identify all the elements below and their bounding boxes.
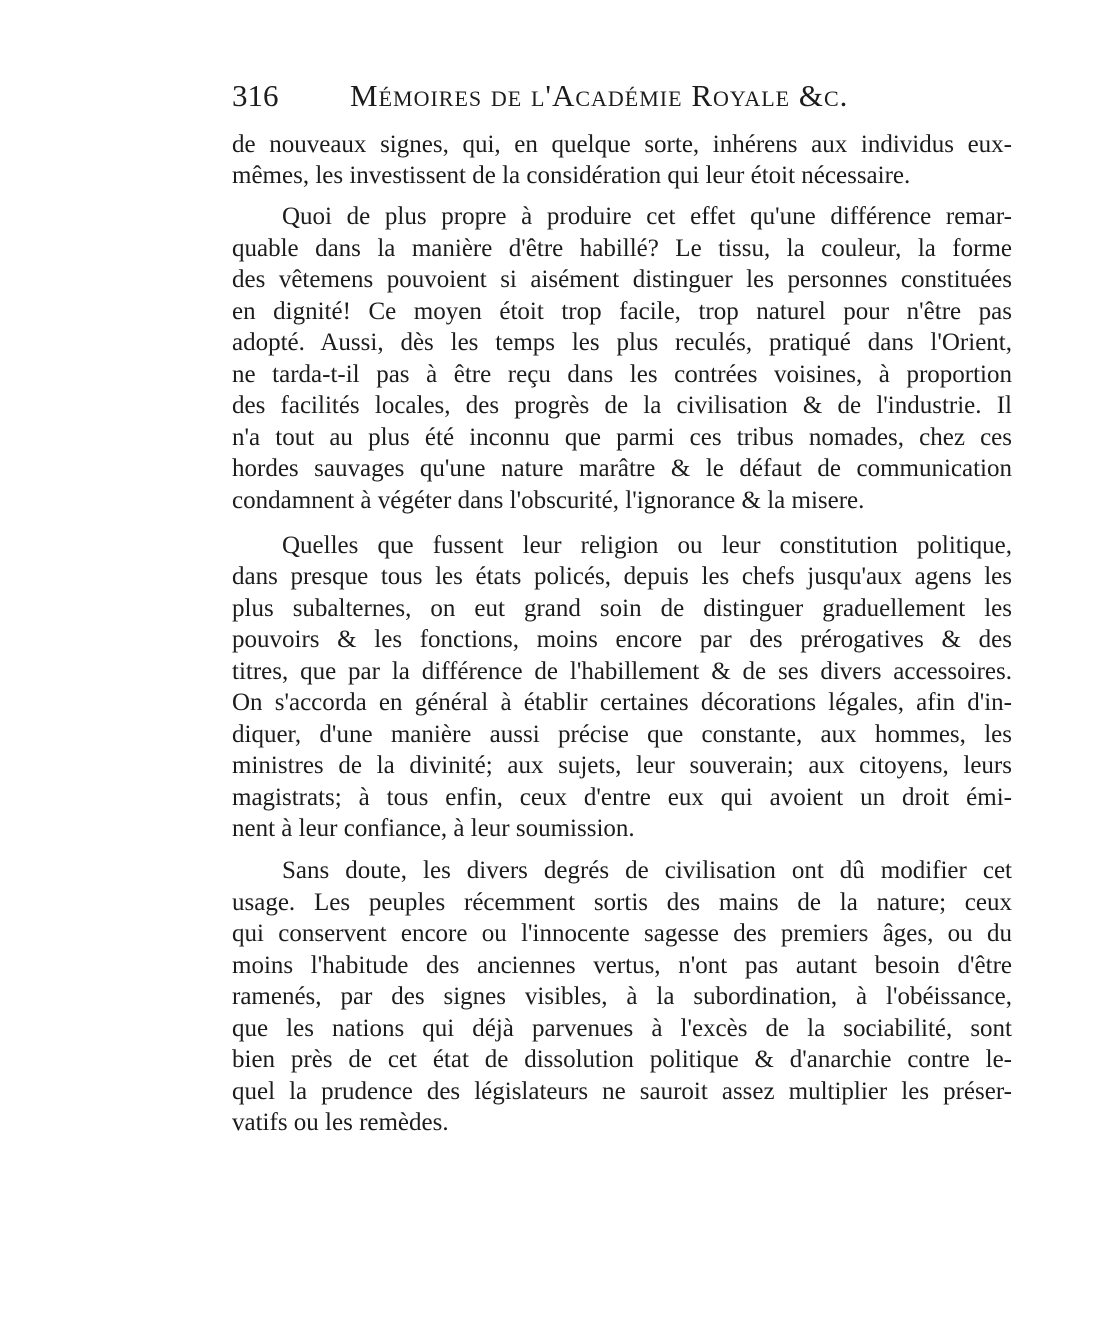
text-line: mêmes, les investissent de la considération qui leur étoit nécessaire. [232, 162, 911, 189]
text-line: diquer, d'une manière aussi précise que constante, aux hommes, les [232, 721, 1012, 748]
text-line: usage. Les peuples récemment sortis des mains de la nature; ceux [232, 889, 1012, 916]
running-title: Mémoires de l'Académie Royale &c. [350, 78, 849, 113]
text-line: de nouveaux signes, qui, en quelque sorte, inhérens aux individus eux- [232, 131, 1012, 158]
text-line: pouvoirs & les fonctions, moins encore par des prérogatives & des [232, 626, 1012, 653]
text-line: nent à leur confiance, à leur soumission. [232, 815, 635, 842]
text-line: dans presque tous les états policés, depuis les chefs jusqu'aux agens les [232, 563, 1012, 590]
text-line: ne tarda-t-il pas à être reçu dans les contrées voisines, à proportion [232, 361, 1012, 388]
text-line: Quelles que fussent leur religion ou leur constitution politique, [282, 532, 1012, 559]
text-line: en dignité! Ce moyen étoit trop facile, trop naturel pour n'être pas [232, 298, 1012, 325]
text-line: adopté. Aussi, dès les temps les plus reculés, pratiqué dans l'Orient, [232, 329, 1012, 356]
text-line: ministres de la divinité; aux sujets, leur souverain; aux citoyens, leurs [232, 752, 1012, 779]
text-line: titres, que par la différence de l'habillement & de ses divers accessoires. [232, 658, 1012, 685]
text-line: Quoi de plus propre à produire cet effet qu'une différence remar- [282, 203, 1012, 230]
text-line: des facilités locales, des progrès de la civilisation & de l'industrie. Il [232, 392, 1012, 419]
text-line: que les nations qui déjà parvenues à l'excès de la sociabilité, sont [232, 1015, 1012, 1042]
text-line: bien près de cet état de dissolution politique & d'anarchie contre le- [232, 1046, 1012, 1073]
running-head [232, 74, 922, 118]
text-line: magistrats; à tous enfin, ceux d'entre eux qui avoient un droit émi- [232, 784, 1012, 811]
text-line: ramenés, par des signes visibles, à la subordination, à l'obéissance, [232, 983, 1012, 1010]
text-line: On s'accorda en général à établir certaines décorations légales, afin d'in- [232, 689, 1012, 716]
text-line: hordes sauvages qu'une nature marâtre & le défaut de communication [232, 455, 1012, 482]
text-line: qui conservent encore ou l'innocente sagesse des premiers âges, ou du [232, 920, 1012, 947]
text-line: plus subalternes, on eut grand soin de distinguer graduellement les [232, 595, 1012, 622]
text-line: vatifs ou les remèdes. [232, 1109, 449, 1136]
text-line: condamnent à végéter dans l'obscurité, l'ignorance & la misere. [232, 487, 865, 514]
text-line: quable dans la manière d'être habillé? Le tissu, la couleur, la forme [232, 235, 1012, 262]
text-line: quel la prudence des législateurs ne sauroit assez multiplier les préser- [232, 1078, 1012, 1105]
text-line: Sans doute, les divers degrés de civilisation ont dû modifier cet [282, 857, 1012, 884]
text-line: moins l'habitude des anciennes vertus, n'ont pas autant besoin d'être [232, 952, 1012, 979]
text-line: des vêtemens pouvoient si aisément distinguer les personnes constituées [232, 266, 1012, 293]
page-number: 316 [232, 78, 279, 113]
text-line: n'a tout au plus été inconnu que parmi ces tribus nomades, chez ces [232, 424, 1012, 451]
